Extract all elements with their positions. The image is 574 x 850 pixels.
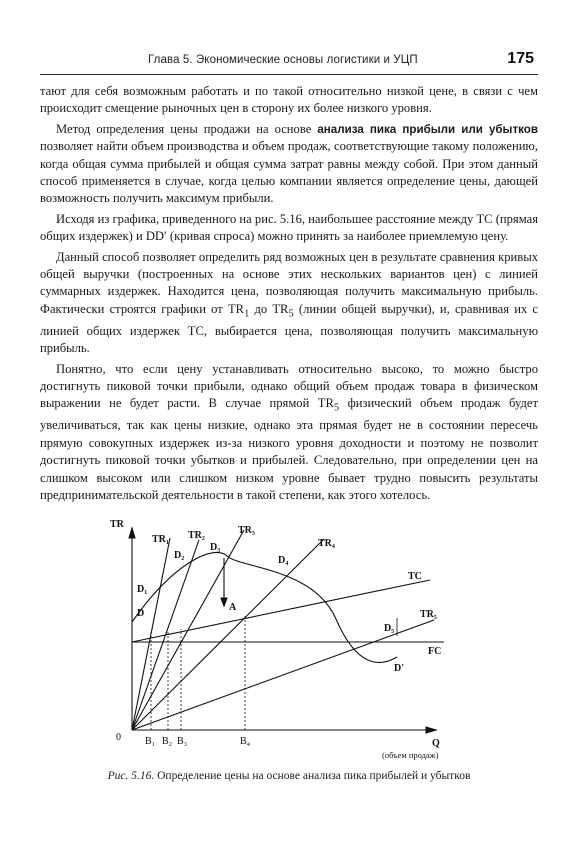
d-label: D bbox=[137, 608, 145, 619]
paragraph-2 bbox=[40, 121, 538, 208]
figure-caption bbox=[40, 770, 538, 782]
tr5-label: TR₅ bbox=[420, 609, 437, 620]
b1-label: B₁ bbox=[145, 736, 156, 747]
origin-label: 0 bbox=[116, 732, 121, 743]
x-axis-arrow bbox=[426, 727, 436, 733]
d3-label: D₃ bbox=[210, 542, 221, 553]
tr2-line bbox=[132, 540, 199, 730]
tr4-label: TR₄ bbox=[318, 538, 335, 549]
paragraph-2-end: позволяет найти объем производства и объем продаж, соответствующие такому положению, когда общая сумма прибылей и общая сумма затрат равны между собой. При этом данный способ применяется в случае, когда целью компании является определение цены, дающей возможность получить максимум прибыли. bbox=[40, 139, 538, 206]
body-text bbox=[40, 83, 538, 507]
b4-label: B₄ bbox=[240, 736, 251, 747]
d1-label: D₁ bbox=[137, 584, 148, 595]
paragraph-4-sub1: 1 bbox=[244, 308, 250, 320]
paragraph-4-a: Данный способ позволяет определить ряд возможных цен в результате сравнения кривых общей выручки (построенных на основе этих нескольких вариантов цен) с линией суммарных издержек. Находится цена, позволяющая получить максимальную прибыль. Фактически строятся графики от TR bbox=[40, 249, 538, 316]
tr5-line bbox=[132, 620, 434, 730]
tr2-label: TR₂ bbox=[188, 530, 205, 541]
b2-label: B₂ bbox=[162, 736, 173, 747]
y-axis-label: TR bbox=[110, 519, 124, 530]
x-axis-label: Q bbox=[432, 738, 440, 749]
paragraph-5-b: физический объем продаж будет увеличиваться, так как цены низкие, однако эта прямая будет не в состоянии пересечь прямую совокупных издержек из-за низкого уровня доходности и поэтому не позволит достигнуть пиковой точки убытков и прибылей. Следовательно, при определении цен на слишком высоком или слишком низком уровне бывает трудно повысить результаты предпринимательской деятельности в такой степени, как этого хотелось. bbox=[40, 396, 538, 502]
b3-label: B₃ bbox=[177, 736, 188, 747]
paragraph-5 bbox=[40, 361, 538, 505]
paragraph-5-a: Понятно, что если цену устанавливать относительно высоко, то можно быстро достигнуть пиковой точки прибыли, однако общий объем продаж товара в физическом выражении не будет расти. В случае прямой TR bbox=[40, 361, 538, 411]
paragraph-4-sub5: 5 bbox=[288, 308, 294, 320]
d5-label: D₅ bbox=[384, 623, 395, 634]
d4-label: D₄ bbox=[278, 555, 289, 566]
paragraph-4-b: до TR bbox=[249, 301, 289, 316]
paragraph-4 bbox=[40, 249, 538, 358]
paragraph-5-sub5: 5 bbox=[333, 402, 340, 414]
x-axis-note: (объем продаж) bbox=[382, 750, 439, 760]
caption-text: Определение цены на основе анализа пика прибылей и убытков bbox=[154, 770, 471, 782]
tr3-line bbox=[132, 530, 244, 730]
chapter-title: Глава 5. Экономические основы логистики и УЦП bbox=[148, 54, 418, 66]
tr3-label: TR₃ bbox=[238, 525, 255, 536]
paragraph-1: тают для себя возможным работать и по такой относительно низкой цене, в связи с чем происходит смещение рыночных цен в сторону их более низкого уровня. bbox=[40, 84, 538, 116]
y-axis-arrow bbox=[129, 528, 135, 538]
d2-label: D₂ bbox=[174, 550, 185, 561]
figure-5-16 bbox=[104, 518, 474, 764]
page-header bbox=[40, 52, 538, 75]
tr4-line bbox=[132, 539, 324, 730]
demand-curve bbox=[132, 552, 397, 662]
fc-label: FC bbox=[428, 646, 442, 657]
tc-label: TC bbox=[408, 571, 422, 582]
d-prime-label: D' bbox=[394, 663, 404, 674]
price-arrow-head bbox=[221, 598, 227, 606]
paragraph-4-c: (линии общей выручки), и, сравнивая их с линией общих издержек TC, выбирается цена, позволяющая получить максимальную прибыль. bbox=[40, 301, 538, 356]
tr1-label: TR₁ bbox=[152, 534, 169, 545]
break-even-diagram bbox=[104, 518, 474, 764]
paragraph-3: Исходя из графика, приведенного на рис. 5.16, наибольшее расстояние между TC (прямая общих издержек) и DD′ (кривая спроса) можно принять за наиболее приемлемую цену. bbox=[40, 211, 538, 244]
paragraph-2-start: Метод определения цены продажи на основе bbox=[56, 121, 318, 136]
caption-label: Рис. 5.16. bbox=[107, 770, 155, 782]
page-number: 175 bbox=[507, 50, 534, 67]
paragraph-2-bold: анализа пика прибыли или убытков bbox=[317, 122, 538, 136]
a-label: A bbox=[229, 602, 237, 613]
